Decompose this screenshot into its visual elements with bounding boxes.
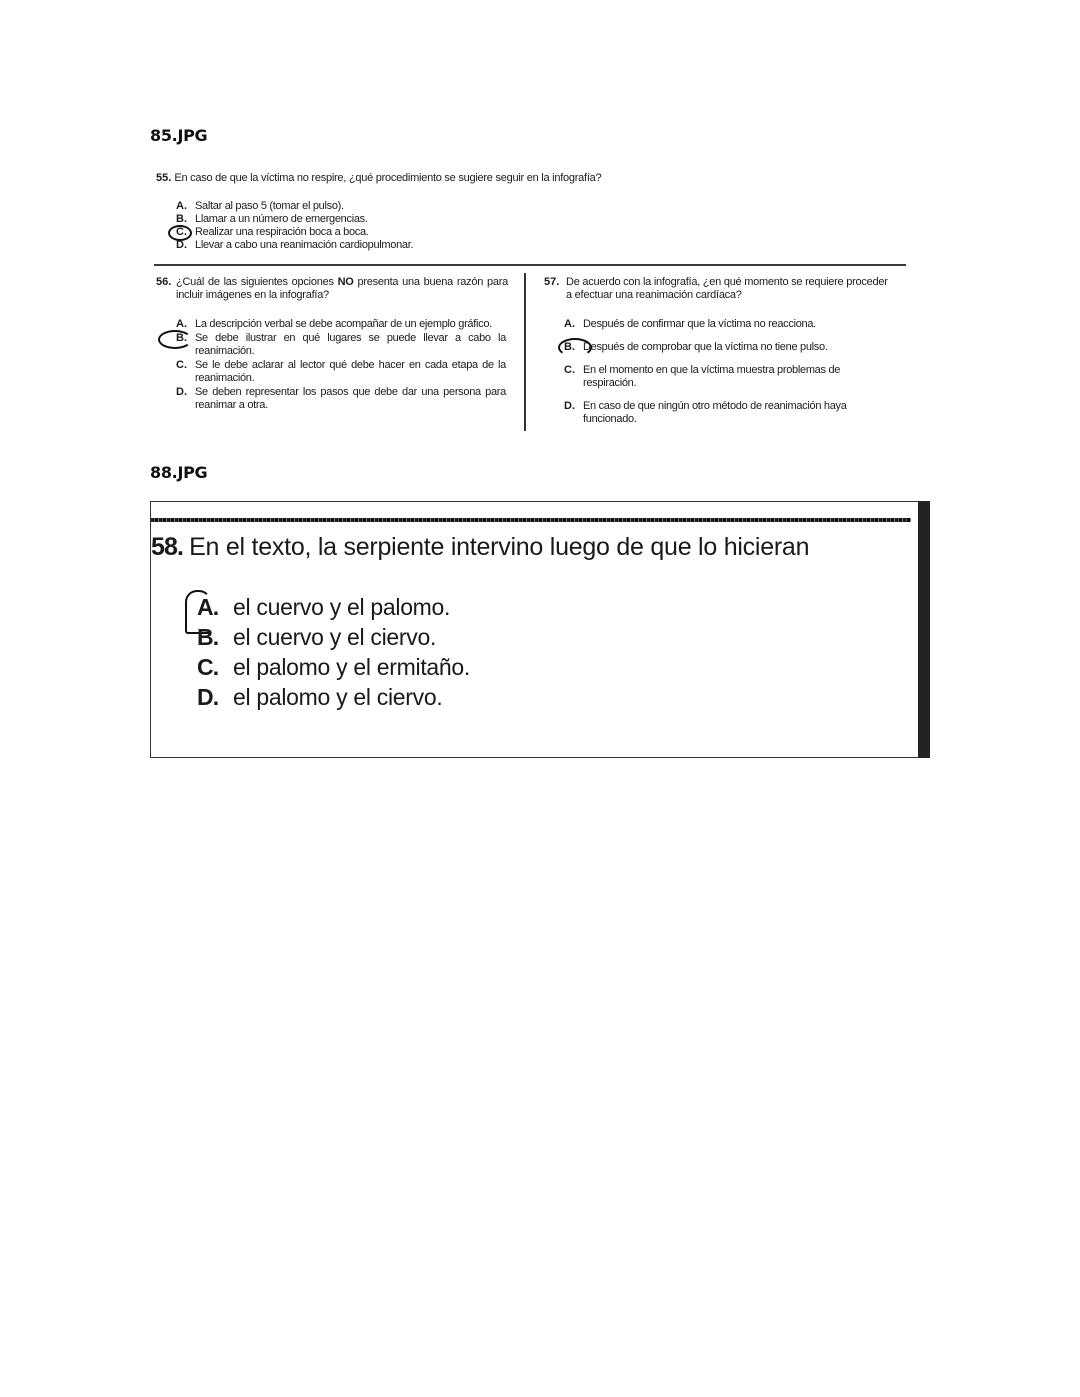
- options-57: [564, 318, 896, 436]
- scanned-image-88: [150, 501, 920, 758]
- option-b: B. el cuervo y el ciervo.: [197, 624, 437, 650]
- question-57: [544, 276, 896, 302]
- question-58: [151, 532, 809, 562]
- question-56: [156, 276, 508, 302]
- option-d: D. Llevar a cabo una reanimación cardiopulmonar.: [176, 239, 414, 251]
- option-c: C. Realizar una respiración boca a boca.: [176, 226, 413, 239]
- question-55: [156, 172, 896, 185]
- image-label-88: 88.JPG: [150, 463, 208, 482]
- horizontal-divider: [154, 264, 906, 266]
- image-label-85: 85.JPG: [150, 126, 208, 145]
- option-b: B. Llamar a un número de emergencias.: [176, 213, 368, 225]
- scan-dark-edge: [918, 501, 930, 758]
- option-d: D. En caso de que ningún otro método de reanimación haya funcionado.: [564, 400, 847, 425]
- options-58: [197, 592, 470, 712]
- vertical-divider: [524, 273, 526, 431]
- option-c: C. Se le debe aclarar al lector qué debe hacer en cada etapa de la reanimación.: [176, 359, 506, 384]
- question-text: ¿Cuál de las siguientes opciones NO presenta una buena razón para incluir imágenes en la infografía?: [176, 276, 509, 301]
- question-number: 56.: [156, 276, 172, 288]
- option-c: C. el palomo y el ermitaño.: [197, 654, 470, 680]
- scanned-image-85: [150, 165, 910, 440]
- options-55: [176, 200, 413, 252]
- option-a: A. Saltar al paso 5 (tomar el pulso).: [176, 200, 344, 212]
- torn-edge-line: [151, 518, 911, 522]
- option-d: D. Se deben representar los pasos que debe dar una persona para reanimar a otra.: [176, 386, 506, 411]
- option-a: A. el cuervo y el palomo.: [197, 594, 451, 620]
- question-text: En el texto, la serpiente intervino luego de que lo hicieran: [189, 533, 810, 561]
- question-number: 58.: [151, 533, 184, 561]
- question-number: 57.: [544, 276, 560, 288]
- options-56: [176, 318, 506, 413]
- option-b: B. Se debe ilustrar en qué lugares se puede llevar a cabo la reanimación.: [176, 332, 506, 358]
- option-a: A. Después de confirmar que la víctima no reacciona.: [564, 318, 816, 330]
- question-text: De acuerdo con la infografía, ¿en qué momento se requiere proceder a efectuar una reanimación cardíaca?: [566, 276, 888, 301]
- question-number: 55.: [156, 172, 172, 184]
- option-b: B. Después de comprobar que la víctima no tiene pulso.: [564, 341, 896, 354]
- option-c: C. En el momento en que la víctima muestra problemas de respiración.: [564, 364, 841, 389]
- option-d: D. el palomo y el ciervo.: [197, 684, 443, 710]
- option-a: A. La descripción verbal se debe acompañar de un ejemplo gráfico.: [176, 318, 492, 330]
- question-text: En caso de que la víctima no respire, ¿qué procedimiento se sugiere seguir en la infografía?: [174, 172, 602, 184]
